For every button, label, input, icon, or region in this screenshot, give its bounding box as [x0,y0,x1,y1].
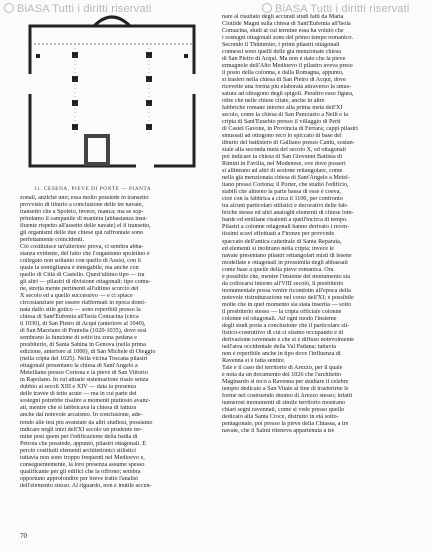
text-line: primiamo il campanile di maniera (abbastanza insu- [20,216,148,223]
text-line: oltre che nelle chiese citate, anche in altre [222,98,325,105]
text-line: dubbio ai secoli XIII e XIV — data la presenza [20,384,137,391]
text-line: chiesa di Sant'Eufemia all'Isola Comacina (circa [20,314,139,321]
text-line: i sostegni ottagonali sono del primo tempo romanico. [222,35,353,42]
text-line: ed elementi si inoltrano nella cripta; invece le [222,245,335,252]
text-line: pentagonale, poi presso la pieve della Chiassa, a tre [222,420,349,427]
text-line: Ravenna si è fatta sentire. [222,357,286,364]
text-line: navate presentano pilastri rettangolari misti di lesene [222,252,352,259]
text-line: cripta di Sant'Eusebio presso il villaggio di Perti [222,119,341,126]
text-line: ottagonali presentano la chiesa di Sant'Angelo a [20,363,138,370]
text-line: nella già menzionata chiesa di Sant'Angelo a Metel- [222,175,350,182]
text-line: circostanziare per essere riaffermati in epoca domi- [20,300,147,307]
text-line: listico-costruttivo di cui ci stiamo occupando è di [222,329,344,336]
text-line: secolo, come la chiesa di San Pancrazio a Nelli e la [222,112,349,119]
text-line: il posto della colonna, e dalla Romagna, appunto, [222,70,344,77]
text-line: fluente rispetto all'assetto delle navate) el il transetto, [20,223,151,230]
text-line: forme nel costruendo duomo di Arezzo stesso; infatti [222,392,353,399]
text-line: presbiterio, di Santa Sabina in Genova (nella prima [20,342,146,349]
text-line: poi indicare la chiesa di San Giovanni Battista di [222,154,343,161]
text-line: briche stesse ed altri analoghi elementi di chiese lom- [222,210,354,217]
text-line: smussati ad ottogono recò lo spiccato di base del [222,133,342,140]
text-line: rendo alle tesi più avanzate da altri studiosi, possiamo [20,419,153,426]
text-line: (nella cripta del 1025). Nella vicina Toscana pilastri [20,356,148,363]
floor-plan-figure [22,14,208,184]
left-text-column [20,195,210,490]
text-line: Tale è il caso del territorio di Arezzo, per il quale [222,364,343,371]
text-line: il presbiterio stesso — la cripta officiale colonne [222,308,342,315]
text-line: Pilastri a colonne ottagonali hanno derivato i recen- [222,224,350,231]
text-line: ne, stretta mente pertinenti all'ultimo scorcio del [20,286,139,293]
text-line: collegato non soltanto con quello di Assisi, con il [20,258,141,265]
text-line: anche dal notevole arcaismo. In conclusione, ade- [20,412,143,419]
text-line: Comacina, studi al cui termine essa ha voluto che [222,28,344,35]
text-line: transetto che a Spoleto, invece, manca; ma se sop- [20,209,144,216]
text-line: modellate e ottagonali in prossimità degli abbassati [222,259,348,266]
text-line: Secondo il Thümmler, i primi pilastri ottagonali [222,42,340,49]
text-line: zonali, anziché uno; essa molto possiede in transetto [20,195,149,201]
copyright-icon [4,3,14,13]
page-number: 70 [20,532,27,540]
text-line: indicare negli inizi dell'XI secolo un prudente ter- [20,426,143,433]
text-line: liano presso Cortona; il Porter, che studiò l'edificio, [222,182,349,189]
text-line: nare al risultato degli accurati studi fatti da Maria [222,14,344,20]
text-line: nell'area occidentale della Val Padana; tuttavia [222,343,337,350]
text-line: molte che in quel momento sia stata inserita — sotto [222,301,352,308]
text-line: colonne ed ottagonali. Ad ogni modo l'insieme [222,315,337,322]
text-line: spaccato dell'antica cattedrale di Santa Reparata, [222,238,342,245]
text-line: nata dallo stile gotico — sono reperibili presso la [20,307,141,314]
watermark-text: BiASA Tutti i diritti riservati [17,3,152,15]
text-line: numerosi monumenti di simile territorio mostrano [222,399,345,406]
text-line: conseguentemente, la loro presenza assume spesso [20,461,145,468]
text-line: dell'elemento stesso. Al riguardo, non è inutile accen- [20,482,152,489]
text-line: mine post quem per l'edificazione della badia di [20,433,138,440]
figure-caption: 11. CESENA, PIEVE DI PONTE — PIANTA [34,186,152,192]
text-line: si traslerì nella chiesa di San Pietro di Acqui, dove [222,77,346,84]
text-line: di San Pietro di Acqui. Ma non è dato che la pieve [222,56,346,63]
text-line: Metelliano presso Cortona e la pieve di San Vittorio [20,370,148,377]
text-line: come base a quelle della pieve romanica. Ora [222,266,334,273]
text-line: il 1030), di San Pietro di Acqui (anteriore al 1040), [20,321,146,328]
text-line: Ciò costituisce un'ulteriore prova, ci sembra abba- [20,244,144,251]
text-line: Rimini in Favilla, nel Modenese, ove dove posseri [222,161,346,168]
text-line: satura ad oltragono degli spigoli. Peraltro esso figura, [222,91,354,98]
text-line: stabili che almeno la parte bassa di esse è coeva, [222,189,342,196]
text-line: tra alcuni particolari stilistici e decorativi delle fab- [222,203,349,210]
text-line: tiburio del battistero di Galliano presso Cantù, sostan- [222,140,355,147]
text-line: sostegni potrebbe risalire a momenti piuttosto avanz- [20,398,151,405]
text-line: fabbriche romane intorno alla prima metà dell'XI [222,105,343,112]
right-text-column [222,14,415,435]
text-line: si allineano ad altri di sezione rettangolare, come [222,168,343,175]
text-line: navate, che il Salmi riteneva appartenuta a tre [222,427,335,434]
text-line: perciò costituiti elementi architettonici stilistici [20,447,136,454]
text-line: perfettamente coincidenti. [20,237,85,244]
text-line: connessi sono quelli delle già menzionate chiesa [222,49,342,56]
text-line: edizione, anteriore al 1000), di San Michele di Oleggio [20,349,156,356]
text-line: provvisto di tiburio a conclusione delle tre navate, [20,202,144,209]
text-line: di San Marziano di Pontelia (1020-1035), dove essi [20,328,147,335]
text-line: è nota da un documento del 1026 che l'architetto [222,371,342,378]
text-line: notevole ristrutturazione nel corso dell'XI; è possibile [222,294,354,301]
copyright-icon [262,3,272,13]
text-line: qualificante per gli edifici che la offrono; sembra [20,468,141,475]
text-line: ermagnole dell'Alto Medioevo il pilastro aveva preso [222,63,353,70]
text-line: dedicato alla Santa Croce, distrutto in età sotto- [222,413,339,420]
text-line: barde ed emiliane risalenti a quell'incirca di tempo. [222,217,348,224]
text-line: quello di Città di Castello. Quest'ultimo tipo — tra [20,272,145,279]
text-line: in Rapolano. In cui attuale sistemazione risale senza [20,377,149,384]
text-line: derivazione ravennate e che si è diffuso notevolmente [222,336,355,343]
text-line: Maginardo si recò a Ravenna per studiare il celebre [222,378,349,385]
text-line: monumentale possa venire ricondotto all'epoca della [222,287,351,294]
text-line: tissimi scavi effettuati a Firenze per provvede [222,231,335,238]
text-line: di Castel Gavone, in Provincia di Ferrara; cappi pilastri [222,126,358,133]
text-line: è possibile che, mentre l'insieme del monumento sia [222,273,350,280]
text-line: stanza evidente, del fatto che l'organismo spoletino è [20,251,150,258]
text-line: Petroia che possiede, appunto, pilastri ottagonali. È [20,440,147,447]
text-line: ricevette una forma più elaborata attraverso la smus- [222,84,352,91]
text-line: Clotilde Magni sulla chiesa di Sant'Eufemia all'Isola [222,21,351,28]
text-line: cioè con la fabbrica a circa il 1100, per confronto [222,196,343,203]
text-line: opportuno approfondire per breve tratto l'analisi [20,475,138,482]
text-line: chiari segni ravennati, come si vede presso quello [222,406,345,413]
text-line: delle travée di tetto acute — ma in cui parte dei [20,391,137,398]
text-line: ati, mentre che si fabbricava la chiesa di fattura [20,405,137,412]
text-line: tempio dedicato a San Vitale al fine di trasferirne le [222,385,349,392]
text-line: sembrano la funzione di sotto tra zona pedana e [20,335,137,342]
text-line: X secolo ed a quello successivo — e ci spiace [20,293,133,300]
church-floor-plan [22,14,208,184]
text-line: tuttavia non sono troppo frequenti nel Medioevo e, [20,454,145,461]
text-line: gli organismi delle due chiese qui raffrontate sono [20,230,144,237]
text-line: da collocarsi intorno all'VIII secolo, il presbiterio [222,280,344,287]
text-line: degli studi porta a conclusione che il particolare sti- [222,322,350,329]
text-line: gli altri — pilastri di divisione ottagonali: tipo comu- [20,279,151,286]
text-line: quale la somiglianza è innegabile, ma anche con [20,265,139,272]
watermark-text: BiASA Tutti i diritti riservati [275,3,410,15]
text-line: ziale alla seconda metà del secolo X, ed ottagonali [222,147,346,154]
text-line: non è reperibile anche in tipo dove l'influenza di [222,350,341,357]
